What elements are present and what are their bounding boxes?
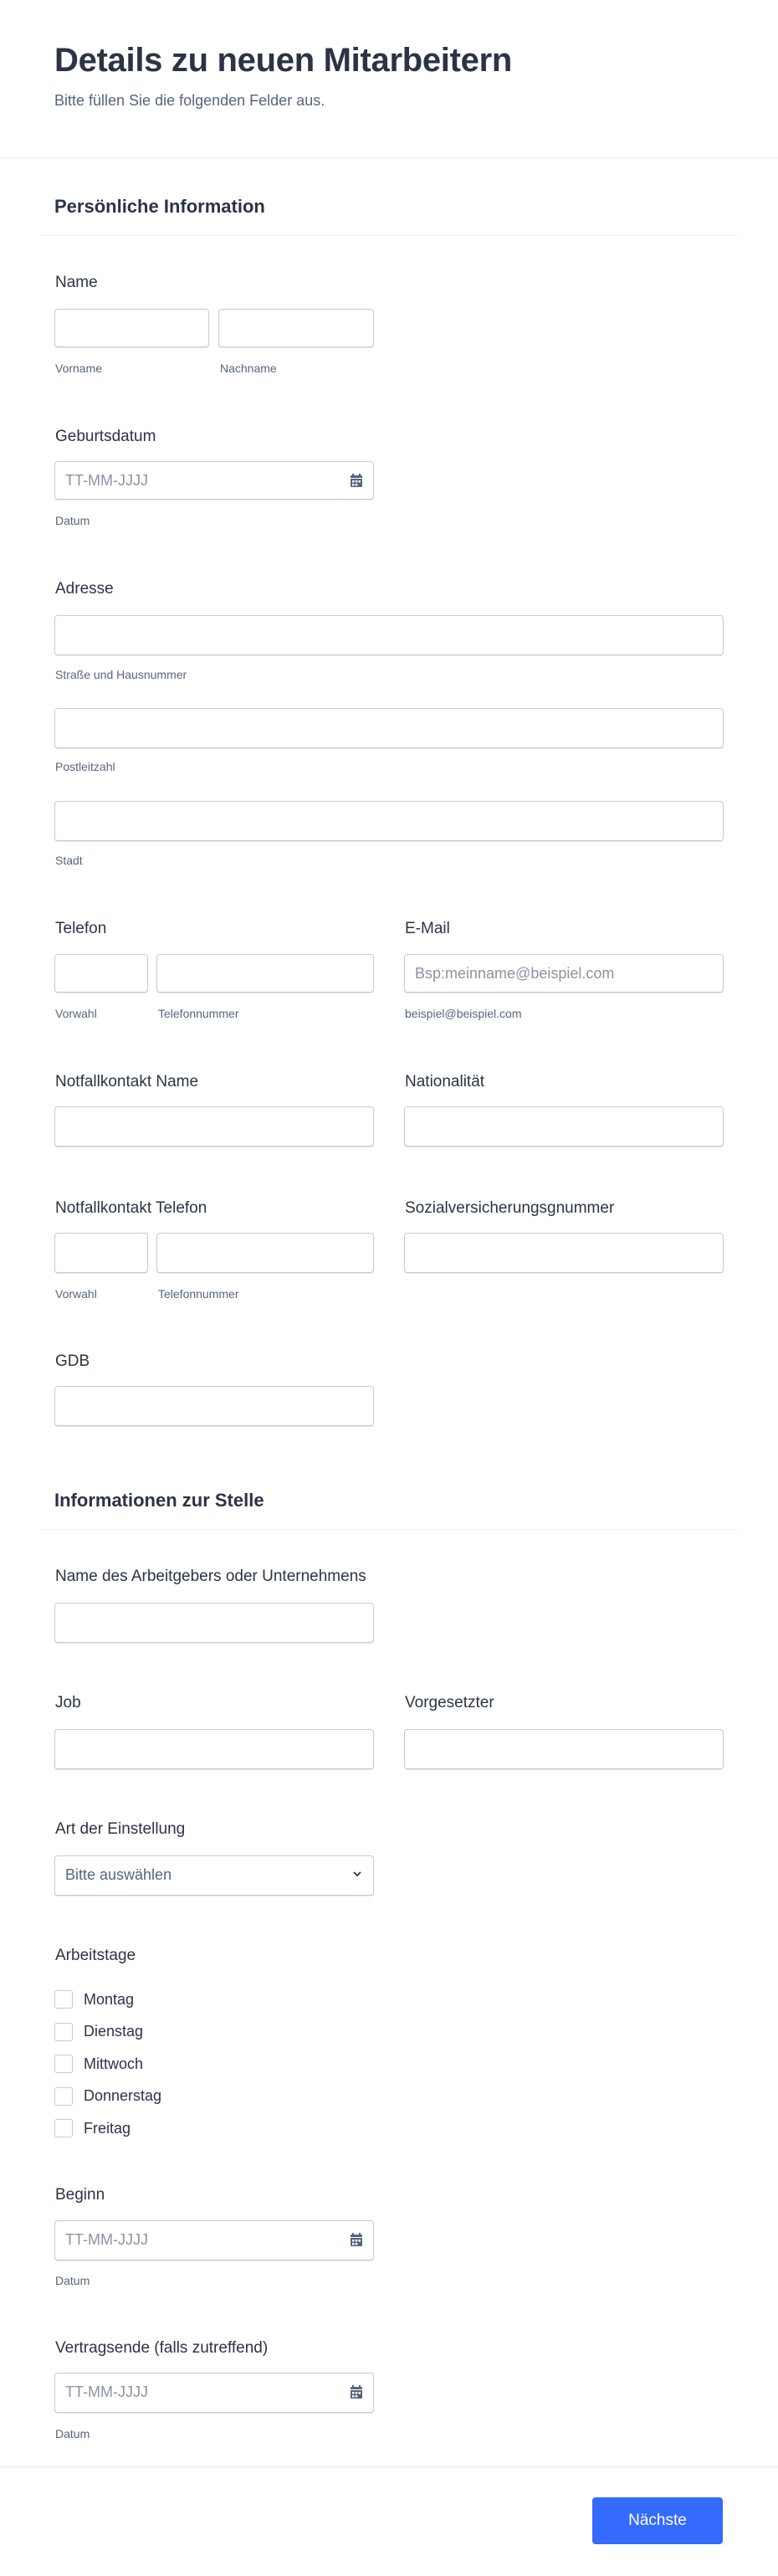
checkbox-label: Donnerstag (84, 2087, 162, 2105)
calendar-icon[interactable] (350, 2233, 363, 2247)
checkbox-donnerstag[interactable] (54, 2081, 161, 2113)
gdb-input[interactable] (54, 1386, 374, 1426)
email-sublabel: beispiel@beispiel.com (405, 1007, 522, 1020)
emergency-phone-label: Notfallkontakt Telefon (55, 1199, 207, 1217)
phone-area-input[interactable] (54, 954, 148, 993)
street-sublabel: Straße und Hausnummer (55, 668, 187, 681)
checkbox-dienstag[interactable] (54, 2016, 161, 2049)
checkbox-freitag[interactable] (54, 2112, 161, 2145)
street-input[interactable] (54, 615, 724, 655)
checkbox[interactable] (54, 2119, 73, 2137)
calendar-icon[interactable] (350, 474, 363, 488)
zip-sublabel: Postleitzahl (55, 760, 115, 773)
next-button[interactable]: Nächste (592, 2497, 723, 2544)
email-label: E-Mail (405, 920, 450, 937)
checkbox-mittwoch[interactable] (54, 2048, 161, 2081)
gdb-label: GDB (55, 1352, 90, 1370)
workdays-label: Arbeitstage (55, 1947, 136, 1964)
start-label: Beginn (55, 2186, 105, 2204)
job-label: Job (55, 1694, 81, 1711)
header-divider (0, 157, 778, 159)
phone-label: Telefon (55, 920, 107, 937)
start-date-sublabel: Datum (55, 2274, 90, 2287)
phone-number-sublabel: Telefonnummer (158, 1007, 239, 1020)
nationality-input[interactable] (404, 1106, 724, 1147)
checkbox-label: Mittwoch (84, 2055, 144, 2072)
birthdate-placeholder: TT-MM-JJJJ (65, 472, 148, 489)
birthdate-input[interactable] (54, 461, 374, 500)
emergency-phone-area-sublabel: Vorwahl (55, 1287, 97, 1301)
phone-area-sublabel: Vorwahl (55, 1007, 97, 1020)
checkbox[interactable] (54, 2023, 73, 2041)
section-heading-personal: Persönliche Information (54, 196, 265, 217)
name-label: Name (55, 274, 98, 291)
zip-input[interactable] (54, 708, 724, 748)
section-divider (40, 235, 738, 236)
phone-number-input[interactable] (156, 954, 374, 993)
workdays-checkbox-group (54, 1983, 161, 2145)
emergency-name-label: Notfallkontakt Name (55, 1073, 199, 1090)
employment-type-label: Art der Einstellung (55, 1820, 186, 1838)
page-subtitle: Bitte füllen Sie die folgenden Felder aus. (54, 92, 325, 109)
checkbox[interactable] (54, 2055, 73, 2073)
chevron-down-icon (351, 1868, 363, 1880)
first-name-sublabel: Vorname (55, 362, 103, 375)
address-label: Adresse (55, 580, 114, 598)
end-label: Vertragsende (falls zutreffend) (55, 2339, 269, 2357)
footer-divider (0, 2466, 778, 2468)
checkbox-label: Montag (84, 1990, 135, 2008)
last-name-input[interactable] (218, 309, 374, 347)
checkbox[interactable] (54, 1990, 73, 2009)
page-title: Details zu neuen Mitarbeitern (54, 42, 512, 79)
employer-input[interactable] (54, 1603, 374, 1643)
end-date-placeholder: TT-MM-JJJJ (65, 2384, 148, 2400)
nationality-label: Nationalität (405, 1073, 485, 1090)
emergency-phone-number-input[interactable] (156, 1233, 374, 1273)
start-date-input[interactable] (54, 2220, 374, 2260)
checkbox[interactable] (54, 2087, 73, 2106)
calendar-icon[interactable] (350, 2385, 363, 2399)
emergency-phone-area-input[interactable] (54, 1233, 148, 1273)
employment-type-value: Bitte auswählen (65, 1866, 172, 1883)
end-date-input[interactable] (54, 2373, 374, 2413)
email-placeholder: Bsp:meinname@beispiel.com (415, 965, 615, 982)
section-divider (40, 1529, 738, 1530)
employer-label: Name des Arbeitgebers oder Unternehmens (55, 1568, 366, 1585)
section-heading-job: Informationen zur Stelle (54, 1490, 264, 1511)
start-date-placeholder: TT-MM-JJJJ (65, 2231, 148, 2248)
email-input[interactable] (404, 954, 724, 993)
job-input[interactable] (54, 1729, 374, 1769)
last-name-sublabel: Nachname (220, 362, 277, 375)
city-input[interactable] (54, 801, 724, 841)
checkbox-label: Dienstag (84, 2023, 144, 2040)
checkbox-montag[interactable] (54, 1983, 161, 2016)
emergency-name-input[interactable] (54, 1106, 374, 1147)
supervisor-input[interactable] (404, 1729, 724, 1769)
employment-type-select[interactable] (54, 1855, 374, 1896)
ssn-input[interactable] (404, 1233, 724, 1273)
first-name-input[interactable] (54, 309, 209, 347)
emergency-phone-number-sublabel: Telefonnummer (158, 1287, 239, 1301)
supervisor-label: Vorgesetzter (405, 1694, 494, 1711)
birthdate-label: Geburtsdatum (55, 428, 156, 445)
birthdate-sublabel: Datum (55, 514, 90, 527)
ssn-label: Sozialversicherungsgnummer (405, 1199, 615, 1217)
end-date-sublabel: Datum (55, 2427, 90, 2440)
city-sublabel: Stadt (55, 854, 83, 867)
checkbox-label: Freitag (84, 2119, 131, 2137)
